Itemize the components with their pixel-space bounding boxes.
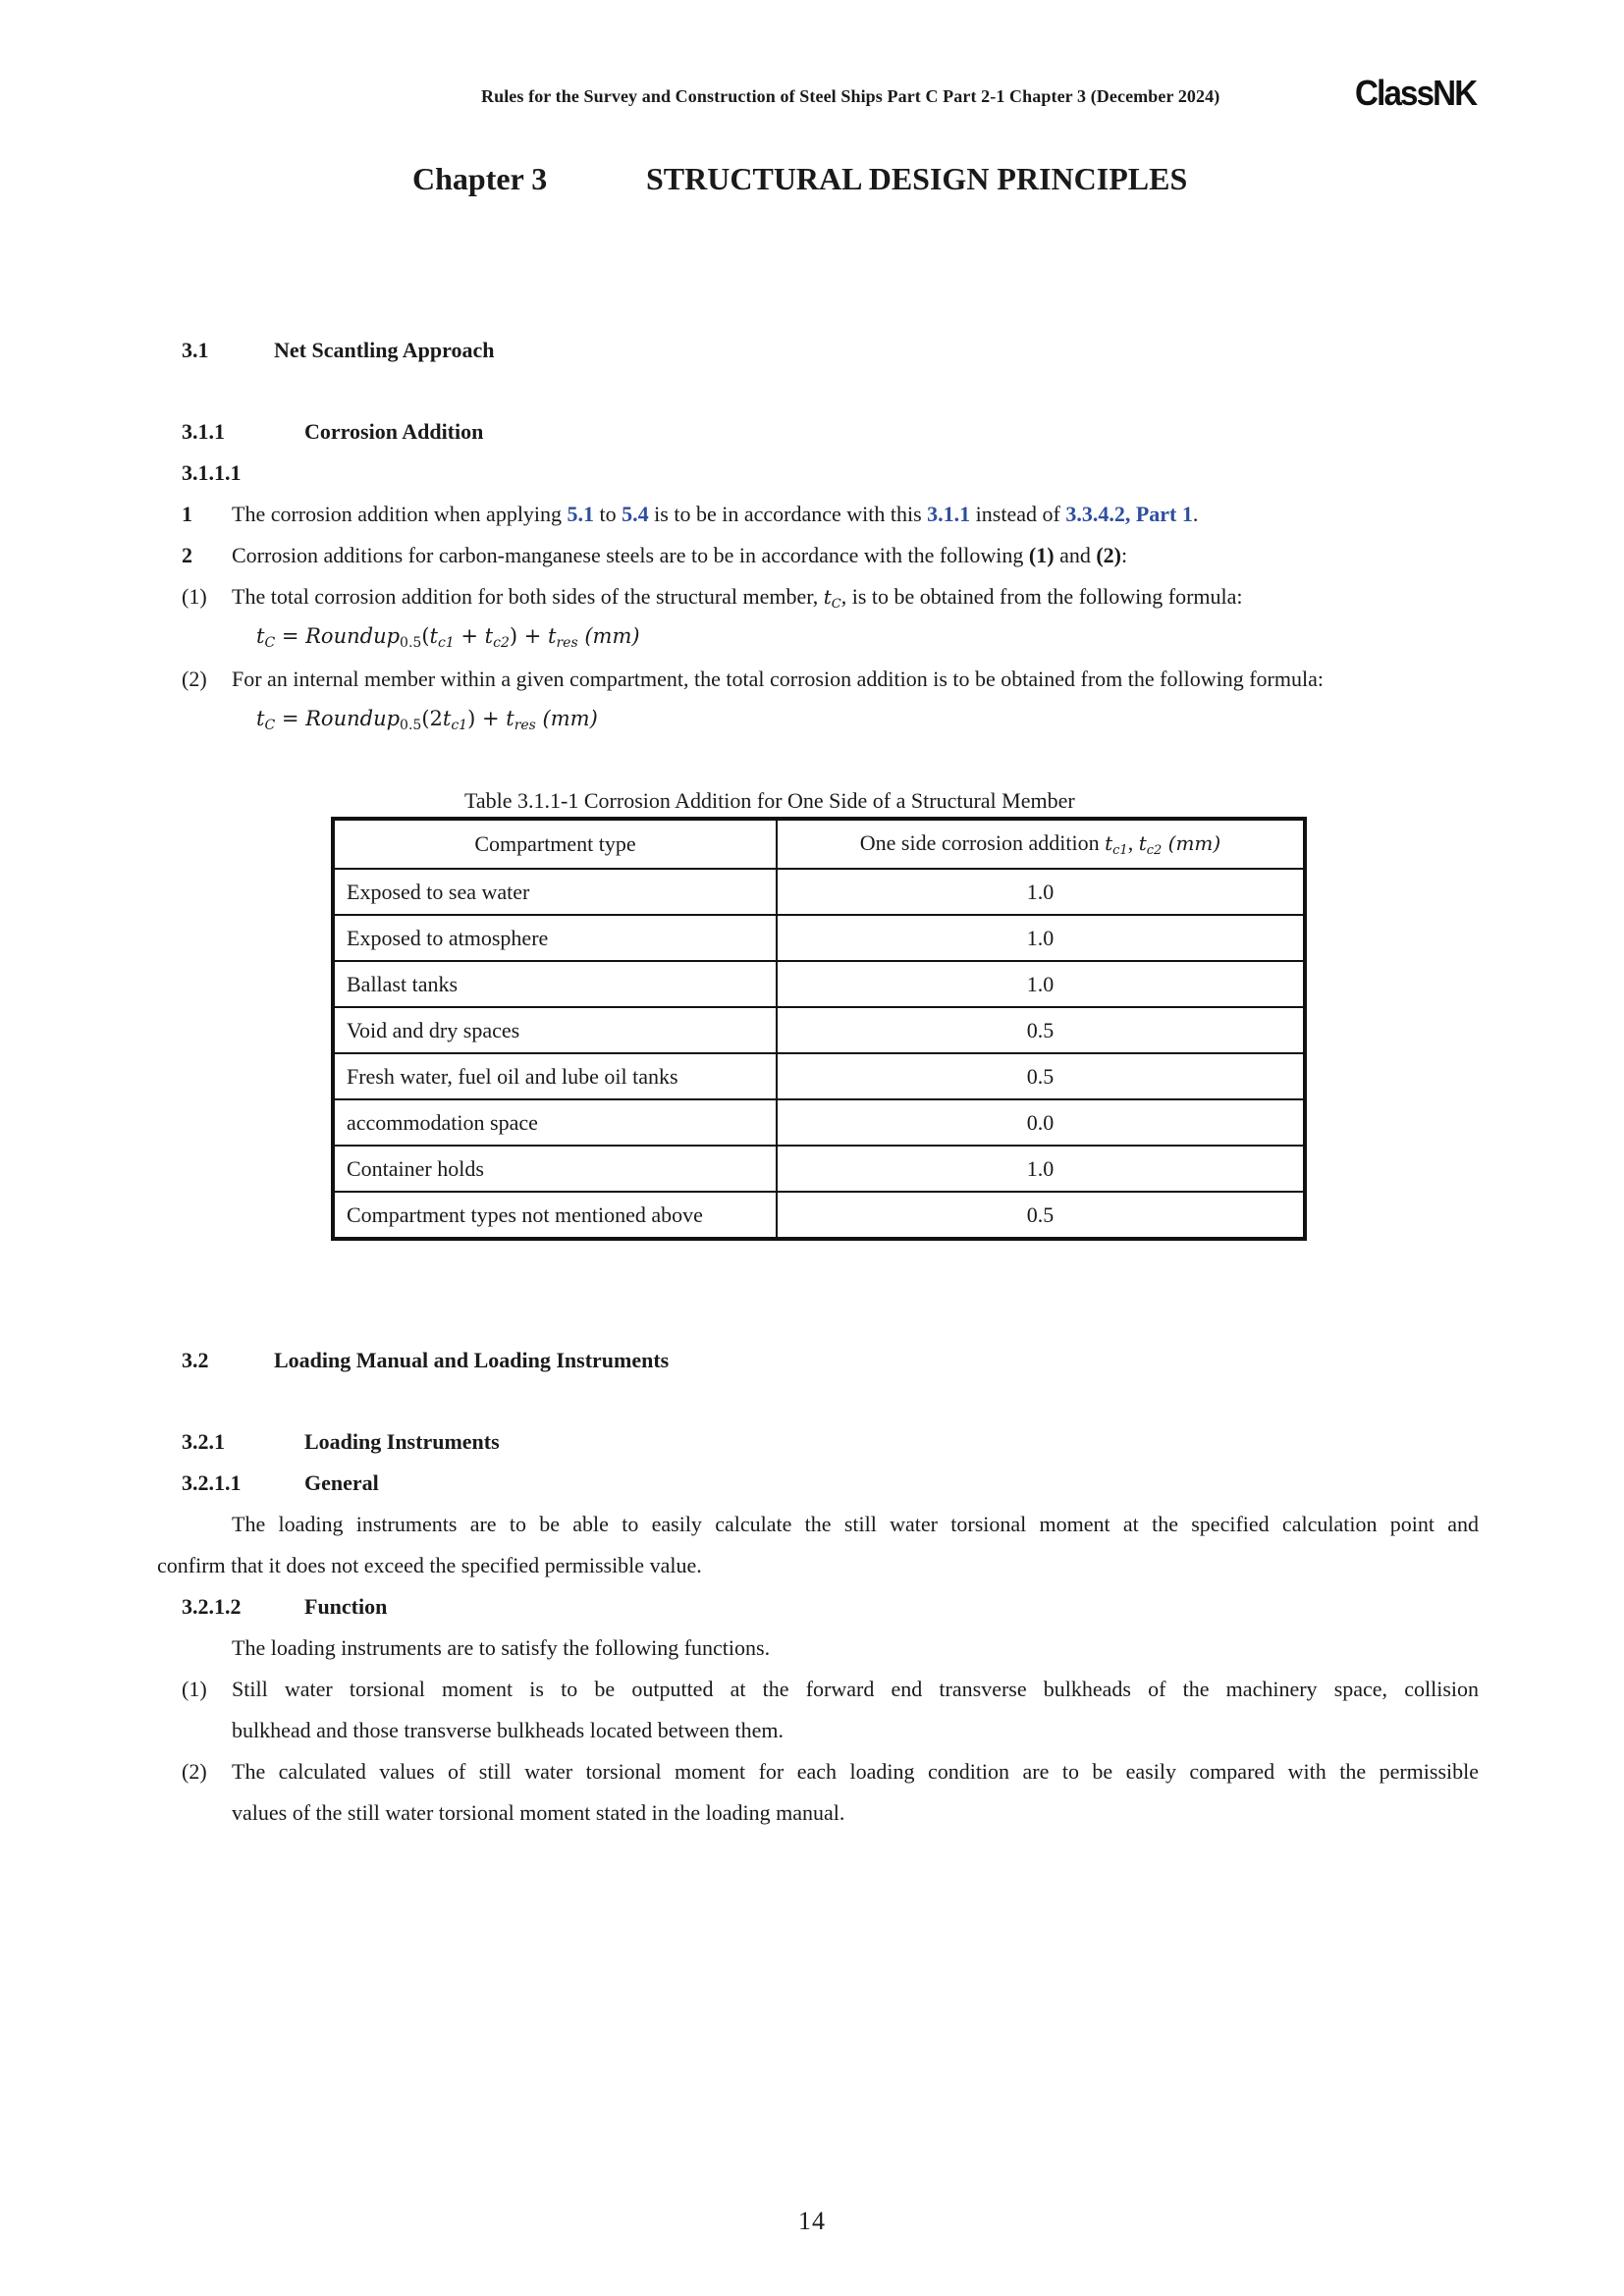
formula-fn: Roundup: [305, 707, 401, 730]
formula-term: t: [442, 707, 452, 730]
column-header-text: One side corrosion addition: [859, 830, 1106, 855]
formula-sub: C: [264, 718, 276, 733]
table-row: [333, 915, 1305, 961]
symbol-t: t: [1138, 831, 1147, 855]
table-row: [333, 1146, 1305, 1192]
table-row: [333, 1007, 1305, 1053]
formula-sub: 0.5: [400, 635, 422, 651]
formula-term: t: [484, 624, 494, 648]
formula-paren: (: [421, 624, 430, 648]
table-row: [333, 1099, 1305, 1146]
section-3-2-1-2-title: Function: [304, 1594, 388, 1619]
chapter-number: Chapter 3: [412, 161, 548, 196]
formula-2: [256, 707, 598, 733]
item-1-text-part: The total corrosion addition for both sides of the structural member,: [232, 584, 824, 609]
compartment-type-cell: Exposed to sea water: [333, 869, 777, 915]
compartment-type-cell: Compartment types not mentioned above: [333, 1192, 777, 1239]
paragraph-2-ref: (1): [1028, 543, 1055, 567]
corrosion-addition-cell: 0.0: [777, 1099, 1305, 1146]
paragraph-1-number: 1: [182, 502, 192, 526]
formula-sub: c2: [493, 635, 510, 651]
running-header: Rules for the Survey and Construction of Steel Ships Part C Part 2-1 Chapter 3 (December 2024): [481, 86, 1220, 106]
paragraph-1: [232, 502, 1198, 527]
formula-term: t: [256, 624, 265, 648]
symbol-tc1: [1105, 831, 1128, 858]
compartment-type-cell: Fresh water, fuel oil and lube oil tanks: [333, 1053, 777, 1099]
paragraph-2-text: and: [1054, 543, 1097, 567]
corrosion-addition-cell: 0.5: [777, 1053, 1305, 1099]
formula-paren: ): [509, 624, 518, 648]
section-3-1-number: 3.1: [182, 338, 209, 362]
column-header-unit: (mm): [1162, 831, 1221, 855]
formula-op: +: [517, 624, 549, 648]
formula-coef: 2: [429, 707, 443, 730]
compartment-type-cell: accommodation space: [333, 1099, 777, 1146]
section-3-1-title: Net Scantling Approach: [274, 338, 495, 362]
symbol-tc: [823, 585, 841, 612]
corrosion-addition-table: [331, 817, 1307, 1241]
formula-op: =: [275, 707, 306, 730]
table-row: [333, 1192, 1305, 1239]
symbol-sub: c1: [1112, 843, 1128, 858]
formula-term: t: [506, 707, 514, 730]
paragraph-2-number: 2: [182, 543, 192, 567]
compartment-type-cell: Container holds: [333, 1146, 777, 1192]
ref-3-3-4-2-part-1-link[interactable]: 3.3.4.2, Part 1: [1065, 502, 1193, 526]
paragraph-2-text: :: [1120, 543, 1128, 567]
function-item-2-line-2: values of the still water torsional moment stated in the loading manual.: [232, 1800, 845, 1825]
table-row: [333, 1053, 1305, 1099]
section-3-2-number: 3.2: [182, 1348, 209, 1372]
corrosion-addition-cell: 1.0: [777, 1146, 1305, 1192]
formula-fn: Roundup: [305, 624, 401, 648]
symbol-t: t: [823, 585, 832, 609]
formula-sub: c1: [451, 718, 468, 733]
compartment-type-cell: Void and dry spaces: [333, 1007, 777, 1053]
column-header-corrosion-addition: [777, 819, 1305, 869]
section-3-2-1-number: 3.2.1: [182, 1429, 225, 1454]
paragraph-1-text: is to be in accordance with this: [648, 502, 928, 526]
formula-term: t: [429, 624, 438, 648]
compartment-type-cell: Ballast tanks: [333, 961, 777, 1007]
ref-3-1-1-link[interactable]: 3.1.1: [927, 502, 971, 526]
item-1-number: (1): [182, 584, 207, 609]
function-item-2-line-1: The calculated values of still water torsional moment for each loading condition are to be easily compared with the permissible: [232, 1759, 1479, 1784]
general-paragraph-line-1: The loading instruments are to be able to easily calculate the still water torsional moment at the specified calculation point and: [232, 1512, 1479, 1536]
classnk-logo: ClassNK: [1355, 73, 1477, 113]
paragraph-1-text: The corrosion addition when applying: [232, 502, 568, 526]
table-row: [333, 961, 1305, 1007]
page-number: 14: [798, 2207, 826, 2235]
symbol-t: t: [1105, 831, 1113, 855]
formula-1: [256, 624, 640, 651]
general-paragraph-line-2: confirm that it does not exceed the specified permissible value.: [157, 1553, 702, 1577]
section-3-2-1-1-number: 3.2.1.1: [182, 1470, 242, 1495]
formula-term: t: [256, 707, 265, 730]
section-3-1-1-1-number: 3.1.1.1: [182, 460, 242, 485]
function-item-2-number: (2): [182, 1759, 207, 1784]
symbol-sub: C: [831, 597, 841, 612]
symbol-sub: c2: [1146, 843, 1163, 858]
corrosion-addition-cell: 1.0: [777, 961, 1305, 1007]
item-1-text-part: , is to be obtained from the following formula:: [840, 584, 1243, 609]
symbol-tc2: [1138, 831, 1163, 858]
paragraph-1-text: .: [1192, 502, 1199, 526]
formula-sub: res: [514, 718, 536, 733]
compartment-type-cell: Exposed to atmosphere: [333, 915, 777, 961]
formula-sub: res: [556, 635, 578, 651]
function-item-1-line-2: bulkhead and those transverse bulkheads located between them.: [232, 1718, 785, 1742]
section-3-1-1-title: Corrosion Addition: [304, 419, 484, 444]
corrosion-addition-cell: 0.5: [777, 1192, 1305, 1239]
formula-paren: ): [467, 707, 476, 730]
formula-unit: (mm): [577, 624, 640, 648]
column-header-sep: ,: [1127, 830, 1139, 855]
formula-op: +: [475, 707, 507, 730]
corrosion-addition-cell: 1.0: [777, 869, 1305, 915]
corrosion-addition-cell: 0.5: [777, 1007, 1305, 1053]
formula-op: =: [275, 624, 306, 648]
function-item-1-line-1: Still water torsional moment is to be outputted at the forward end transverse bulkheads of the machinery space, collision: [232, 1677, 1479, 1701]
paragraph-2: [232, 543, 1127, 568]
section-3-2-1-title: Loading Instruments: [304, 1429, 500, 1454]
table-row: [333, 869, 1305, 915]
item-2-number: (2): [182, 667, 207, 691]
formula-op: +: [454, 624, 485, 648]
paragraph-2-ref: (2): [1096, 543, 1121, 567]
column-header-compartment-type: Compartment type: [333, 819, 777, 869]
table-header-row: [333, 819, 1305, 869]
formula-term: t: [548, 624, 557, 648]
item-2-text: For an internal member within a given compartment, the total corrosion addition is to be obtained from the following formula:: [232, 667, 1324, 691]
ref-5-1-link[interactable]: 5.1: [567, 502, 595, 526]
formula-sub: 0.5: [400, 718, 422, 733]
formula-sub: C: [264, 635, 276, 651]
section-3-2-1-1-title: General: [304, 1470, 379, 1495]
formula-sub: c1: [437, 635, 455, 651]
ref-5-4-link[interactable]: 5.4: [622, 502, 649, 526]
corrosion-addition-cell: 1.0: [777, 915, 1305, 961]
function-intro: The loading instruments are to satisfy the following functions.: [232, 1635, 771, 1660]
table-caption: Table 3.1.1-1 Corrosion Addition for One Side of a Structural Member: [464, 788, 1075, 813]
formula-paren: (: [421, 707, 430, 730]
section-3-2-title: Loading Manual and Loading Instruments: [274, 1348, 670, 1372]
section-3-2-1-2-number: 3.2.1.2: [182, 1594, 242, 1619]
item-1-text: [232, 584, 1243, 612]
section-3-1-1-number: 3.1.1: [182, 419, 225, 444]
paragraph-1-text: to: [594, 502, 623, 526]
paragraph-1-text: instead of: [970, 502, 1066, 526]
formula-unit: (mm): [535, 707, 598, 730]
chapter-title: STRUCTURAL DESIGN PRINCIPLES: [646, 161, 1188, 196]
paragraph-2-text: Corrosion additions for carbon-manganese steels are to be in accordance with the following: [232, 543, 1029, 567]
function-item-1-number: (1): [182, 1677, 207, 1701]
